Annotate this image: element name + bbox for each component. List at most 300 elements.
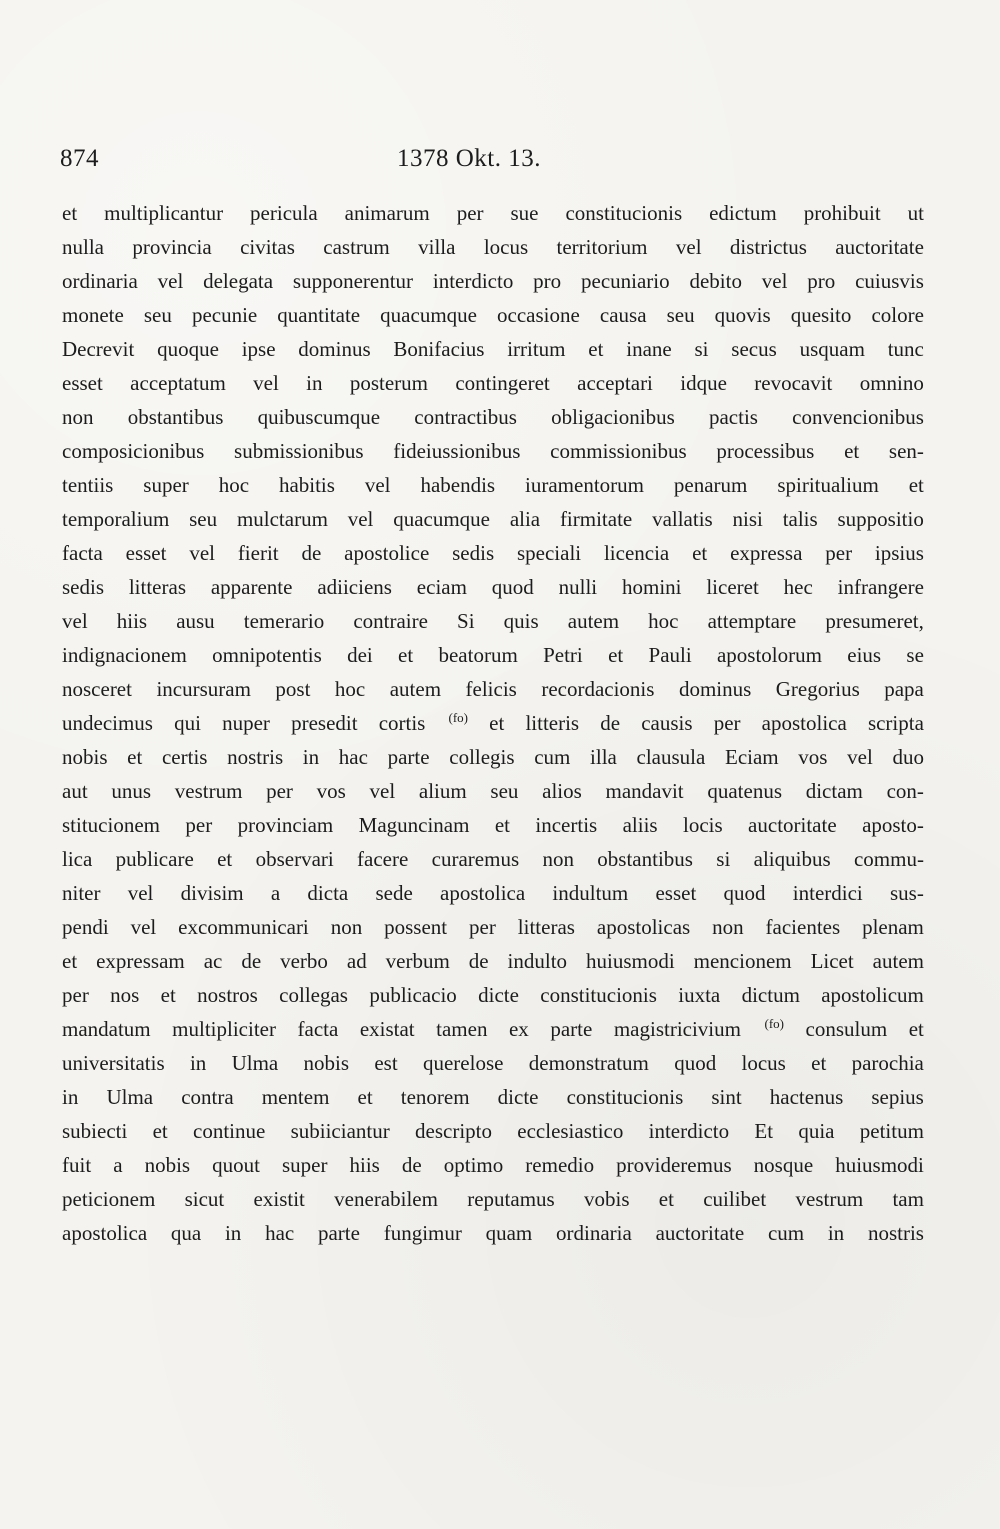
word: mentem [261,1085,330,1109]
word: per [825,541,853,565]
word: observari [255,847,334,871]
word: sede [375,881,413,905]
text-line [62,1216,924,1250]
word: talis [782,507,818,531]
word: existat [359,1017,415,1041]
word: de [600,711,621,735]
word: dicta [307,881,349,905]
word: ut [907,201,924,225]
word: non [330,915,363,939]
word: qua [170,1221,202,1245]
text-line [62,706,924,740]
text-line [62,1148,924,1182]
word: venerabilem [334,1187,438,1211]
word: animarum [344,201,430,225]
word: contractibus [414,405,517,429]
word: composicionibus [62,439,205,463]
word: nulli [558,575,598,599]
page-number: 874 [60,145,99,172]
word: revocavit [754,371,833,395]
word: vel [62,609,88,633]
word: tamen [436,1017,488,1041]
word: hac [338,745,368,769]
word: expressam [96,949,185,973]
word: vallatis [652,507,713,531]
word: provinciam [237,813,334,837]
word: collegis [449,745,515,769]
word: subiiciantur [290,1119,390,1143]
text-line [62,264,924,298]
word: provideremus [616,1153,732,1177]
word: prohibuit [803,201,881,225]
word: est [374,1051,398,1075]
word: debito [689,269,742,293]
word: et [908,1017,924,1041]
word: et [357,1085,373,1109]
word: stitucionem [62,813,160,837]
word: optimo [443,1153,504,1177]
word: hoc [648,609,679,633]
word: pro [807,269,836,293]
word: cum [534,745,571,769]
word: parochia [851,1051,924,1075]
word: esset [62,371,103,395]
word: ipsius [874,541,924,565]
word: facientes [765,915,841,939]
word: firmitate [559,507,633,531]
word: per [185,813,213,837]
word: habitis [278,473,335,497]
word: a [270,881,281,905]
word: commu- [853,847,924,871]
word: apostolicas [596,915,691,939]
word: hoc [334,677,366,701]
word: per [713,711,741,735]
word: sepius [871,1085,924,1109]
word: pecunie [191,303,258,327]
word: districtus [729,235,807,259]
text-line [62,944,924,978]
word: apparente [210,575,293,599]
word: papa [884,677,924,701]
word: indultum [552,881,629,905]
word: nobis [144,1153,191,1177]
word: litteras [128,575,186,599]
word: curaremus [431,847,520,871]
word: parte [317,1221,360,1245]
word: descripto [415,1119,492,1143]
word: sicut [184,1187,225,1211]
word: felicis [465,677,517,701]
word: nisi [732,507,763,531]
word: et [692,541,708,565]
word: quovis [714,303,771,327]
word: nosceret [62,677,132,701]
word: vel [253,371,279,395]
page-header [60,145,940,175]
word: eius [847,643,882,667]
word: aliquibus [753,847,831,871]
word: ac [203,949,223,973]
word: quantitate [277,303,361,327]
word: et [608,643,624,667]
word: si [694,337,709,361]
text-line [62,1182,924,1216]
word: territorium [556,235,648,259]
word: existit [253,1187,305,1211]
word: indignacionem [62,643,187,667]
word: apostolica [62,1221,148,1245]
word: super [143,473,189,497]
word: a [113,1153,123,1177]
text-line [62,1012,924,1046]
word: apostolica [440,881,526,905]
word: vel [364,473,391,497]
word: mandatum [62,1017,151,1041]
word: et [588,337,604,361]
word: post [275,677,311,701]
word: non [542,847,574,871]
word: facta [62,541,103,565]
word: querelose [422,1051,504,1075]
word: quia [798,1119,835,1143]
word: liceret [706,575,759,599]
word: convencionibus [792,405,924,429]
text-line [62,740,924,774]
word: ausu [176,609,215,633]
word: vel [369,779,396,803]
word: seu [189,507,218,531]
word: hactenus [769,1085,844,1109]
word: subiecti [62,1119,128,1143]
word: de [241,949,262,973]
word: per [456,201,484,225]
text-line [62,298,924,332]
word: huiusmodi [586,949,675,973]
word: constitucionis [565,201,683,225]
word: vel [675,235,702,259]
word: facta [297,1017,339,1041]
word: universitatis [62,1051,165,1075]
word: iuramentorum [525,473,644,497]
word: facere [357,847,409,871]
word: dictam [805,779,863,803]
word: nobis [62,745,108,769]
word: in [302,745,320,769]
word: seu [666,303,695,327]
word: hac [265,1221,295,1245]
word: alium [418,779,467,803]
word: ex [508,1017,529,1041]
word: Decrevit [62,337,135,361]
word: et [127,745,143,769]
word: recordacionis [541,677,655,701]
word: tentiis [62,473,114,497]
word: seu [490,779,519,803]
word: castrum [323,235,390,259]
word: ordinaria [62,269,138,293]
word: vel [847,745,873,769]
word: clausula [636,745,706,769]
word: fuit [62,1153,92,1177]
word: et [152,1119,168,1143]
word: per [266,779,293,803]
word: pendi [62,915,109,939]
word: super [281,1153,328,1177]
word: aposto- [862,813,924,837]
word: infrangere [837,575,924,599]
word: omnipotentis [212,643,322,667]
word: acceptatum [130,371,226,395]
word: habendis [420,473,496,497]
text-line [62,808,924,842]
word: dicte [478,983,519,1007]
word: locus [483,235,529,259]
text-line [62,638,924,672]
word: vel [157,269,184,293]
word: locis [682,813,723,837]
word: nuper [222,711,270,735]
word: Bonifacius [393,337,485,361]
word: dominus [298,337,371,361]
word: presumeret, [825,609,924,633]
word: tunc [887,337,924,361]
word: Et [754,1119,774,1143]
word: pactis [708,405,758,429]
word: huiusmodi [835,1153,924,1177]
word: auctoritate [835,235,924,259]
word: magistricivium [613,1017,741,1041]
word: quam [485,1221,533,1245]
word: suppositio [837,507,924,531]
word: temerario [243,609,325,633]
word: cuiusvis [855,269,924,293]
word: publicare [115,847,194,871]
word: secus [731,337,777,361]
word: homini [621,575,682,599]
word: hec [783,575,813,599]
word: esset [125,541,167,565]
word: vel [130,915,157,939]
word: et [489,711,505,735]
word: Maguncinam [358,813,470,837]
word: et [811,1051,827,1075]
word: ipse [241,337,276,361]
word: nostris [227,745,284,769]
word: continue [193,1119,266,1143]
word: sen- [888,439,924,463]
word: hiis [349,1153,380,1177]
word: apostolorum [716,643,822,667]
word: sedis [452,541,495,565]
word: dei [347,643,373,667]
word: quis [503,609,539,633]
word: civitas [240,235,295,259]
word: licencia [603,541,670,565]
word: iuxta [678,983,721,1007]
word: pro [533,269,562,293]
word: duo [892,745,924,769]
word: autem [389,677,442,701]
word: constitucionis [566,1085,684,1109]
text-line [62,876,924,910]
word: apostolicum [821,983,924,1007]
word: autem [872,949,924,973]
word: con- [886,779,924,803]
word: auctoritate [748,813,837,837]
word: de [468,949,489,973]
word: illa [590,745,617,769]
text-line [62,434,924,468]
word: in [224,1221,242,1245]
text-line [62,366,924,400]
word: Licet [810,949,854,973]
word: mulctarum [236,507,328,531]
word: per [62,983,89,1007]
text-line [62,1114,924,1148]
word: cum [767,1221,805,1245]
word: provincia [132,235,212,259]
word: presedit [291,711,358,735]
word: verbum [385,949,450,973]
word: vel [127,881,154,905]
word: et [844,439,860,463]
word: acceptari [577,371,653,395]
word: se [906,643,924,667]
word: ecclesiastico [517,1119,624,1143]
word: fideiussionibus [393,439,521,463]
word: aliis [622,813,658,837]
word: demonstratum [528,1051,649,1075]
word: multipliciter [172,1017,276,1041]
text-line [62,978,924,1012]
word: tam [892,1187,924,1211]
text-line [62,570,924,604]
text-line [62,910,924,944]
word: expressa [730,541,803,565]
word: sedis [62,575,104,599]
text-line [62,1080,924,1114]
word: locus [741,1051,786,1075]
word: vos [798,745,828,769]
word: esset [655,881,697,905]
word: dicte [497,1085,539,1109]
word: et [217,847,233,871]
word: et [62,201,78,225]
word: processibus [716,439,815,463]
word: sus- [890,881,924,905]
word: dominus [678,677,752,701]
word: vestrum [795,1187,864,1211]
word: alios [542,779,582,803]
word: nostris [867,1221,924,1245]
word: vobis [584,1187,630,1211]
word: nosque [753,1153,814,1177]
word: seu [143,303,172,327]
text-line [62,332,924,366]
word: quod [674,1051,717,1075]
word: possent [384,915,448,939]
running-head-date: 1378 Okt. 13. [397,145,541,172]
word: verbo [280,949,328,973]
word: fungimur [383,1221,462,1245]
word: usquam [799,337,865,361]
word: quoque [157,337,219,361]
word: contraire [353,609,428,633]
word: lica [62,847,93,871]
word: obligacionibus [551,405,675,429]
word: submissionibus [234,439,364,463]
word: inane [626,337,672,361]
word: idque [680,371,727,395]
text-line [62,604,924,638]
word: dictum [741,983,800,1007]
word: quesito [790,303,852,327]
word: vestrum [174,779,243,803]
word: apostolice [344,541,430,565]
word: de [301,541,322,565]
body-text [62,196,924,1250]
word: vel [761,269,788,293]
word: auctoritate [655,1221,745,1245]
word: incertis [535,813,598,837]
word: quatenus [707,779,783,803]
word: spiritualium [777,473,879,497]
footnote-marker: (fo) [764,1016,784,1031]
word: et [908,473,924,497]
text-line [62,1046,924,1080]
word: in [827,1221,845,1245]
word: speciali [516,541,582,565]
word: publicacio [369,983,457,1007]
text-line [62,774,924,808]
text-line [62,536,924,570]
word: nostros [197,983,258,1007]
word: qui [174,711,201,735]
word: non [712,915,744,939]
word: pericula [250,201,318,225]
word: villa [418,235,456,259]
word: constitucionis [540,983,657,1007]
word: monete [62,303,124,327]
word: parte [387,745,430,769]
word: et [494,813,510,837]
word: et [160,983,176,1007]
word: Si [457,609,475,633]
word: petitum [859,1119,924,1143]
word: quod [491,575,534,599]
word: posterum [349,371,428,395]
word: quout [212,1153,260,1177]
word: autem [567,609,620,633]
word: nulla [62,235,104,259]
text-line [62,400,924,434]
word: delegata [203,269,274,293]
word: et [398,643,414,667]
word: consulum [805,1017,888,1041]
word: causis [641,711,693,735]
word: irritum [507,337,566,361]
word: litteris [525,711,580,735]
word: causa [599,303,647,327]
word: eciam [416,575,467,599]
word: hoc [218,473,250,497]
word: certis [161,745,208,769]
word: remedio [525,1153,595,1177]
word: non [62,405,94,429]
word: Eciam [725,745,779,769]
word: apostolica [761,711,847,735]
